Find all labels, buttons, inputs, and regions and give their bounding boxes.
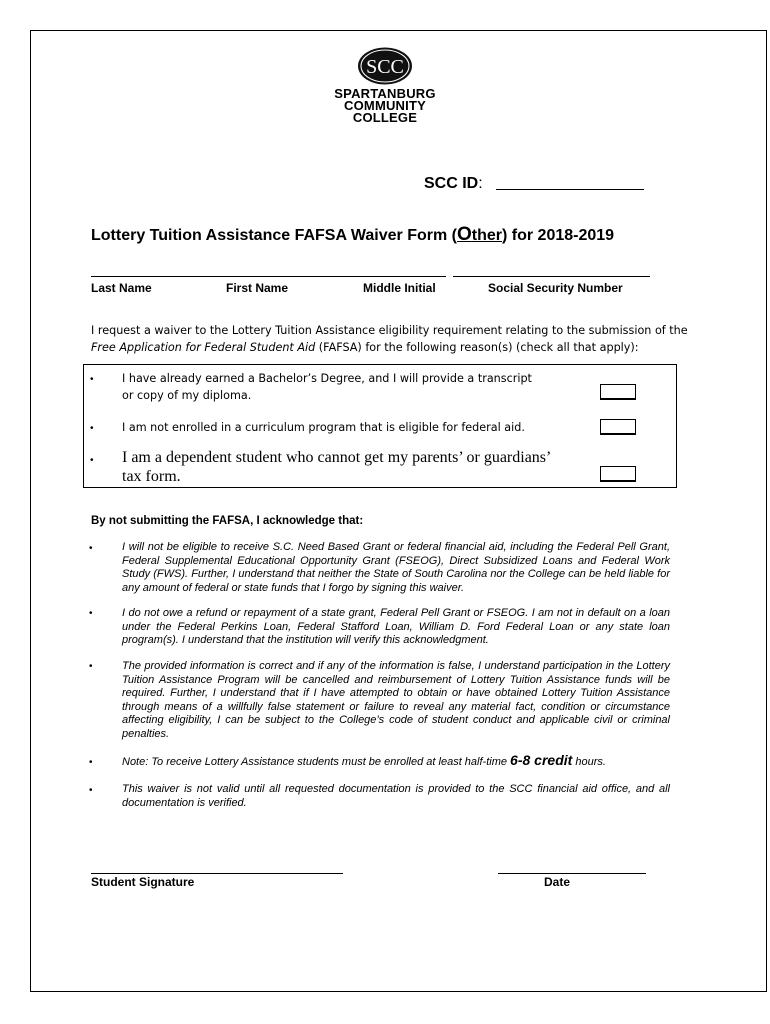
ack-bullet: •	[89, 543, 93, 554]
last-name-label: Last Name	[91, 281, 152, 295]
reason-bullet: •	[90, 374, 94, 385]
date-label: Date	[544, 875, 571, 889]
scc-logo	[320, 46, 450, 124]
svg-text:SCC: SCC	[366, 56, 404, 78]
scc-id-label: SCC ID:	[424, 175, 483, 192]
ack-bullet: •	[89, 608, 93, 619]
ack-item-financial-aid: I will not be eligible to receive S.C. Need Based Grant or federal financial aid, including the Federal Pell Grant, Federal Supplemental Educational Opportunity Grant (FSEOG), Direct Subsidized Loans and Federal Work Study (FWS). Further, I understand that neither the State of South Carolina nor the College can be held liable for any amount of federal or state funds that I forgo by signing this waiver.	[122, 541, 670, 594]
checkbox-not-enrolled[interactable]	[600, 419, 636, 435]
student-signature-field[interactable]	[91, 873, 343, 874]
name-field[interactable]	[91, 276, 446, 277]
reason-bullet: •	[90, 423, 94, 434]
ack-item-no-default: I do not owe a refund or repayment of a state grant, Federal Pell Grant or FSEOG. I am not in default on a loan under the Federal Perkins Loan, Federal Stafford Loan, William D. Ford Federal Loan or any state loan program(s). I understand that the institution will verify this acknowledgment.	[122, 607, 670, 646]
acknowledgment-heading: By not submitting the FAFSA, I acknowledge that:	[91, 515, 364, 527]
student-signature-label: Student Signature	[91, 875, 195, 889]
ack-bullet: •	[89, 757, 93, 768]
checkbox-dependent-student[interactable]	[600, 466, 636, 482]
scc-id-field[interactable]	[496, 189, 644, 190]
middle-initial-label: Middle Initial	[363, 281, 436, 295]
logo-wordmark: SPARTANBURG COMMUNITY COLLEGE	[334, 86, 436, 125]
ack-item-documentation: This waiver is not valid until all requested documentation is provided to the SCC financial aid office, and all documentation is verified.	[122, 783, 670, 809]
reason-bullet: •	[90, 455, 94, 466]
reason-dependent-student: I am a dependent student who cannot get my parents’ or guardians’ tax form.	[122, 449, 552, 485]
ack-bullet: •	[89, 661, 93, 672]
ack-item-enrollment-note: Note: To receive Lottery Assistance students must be enrolled at least half-time 6-8 credit hours.	[122, 752, 606, 768]
ssn-label: Social Security Number	[488, 281, 623, 295]
reason-not-enrolled: I am not enrolled in a curriculum program that is eligible for federal aid.	[122, 421, 525, 434]
ack-bullet: •	[89, 785, 93, 796]
ssn-field[interactable]	[453, 276, 650, 277]
scc-monogram-icon	[356, 46, 414, 86]
checkbox-bachelors-degree[interactable]	[600, 384, 636, 400]
reason-bachelors-degree: I have already earned a Bachelor’s Degree, and I will provide a transcript or copy of my diploma.	[122, 372, 532, 402]
first-name-label: First Name	[226, 281, 289, 295]
page-border	[30, 30, 767, 992]
form-title: Lottery Tuition Assistance FAFSA Waiver Form (Other) for 2018-2019	[91, 224, 615, 245]
ack-item-information-correct: The provided information is correct and if any of the information is false, I understand participation in the Lottery Tuition Assistance Program will be cancelled and reimbursement of Lottery Tuition Assistance funds will be required. Further, I understand that if I have attempted to obtain or have obtained Lottery Tuition Assistance through means of a willfully false statement or failure to reveal any material fact, condition or circumstance affecting eligibility, I can be subject to the College’s code of student conduct and applicable civil or criminal penalties.	[122, 660, 670, 740]
waiver-request-text: I request a waiver to the Lottery Tuition Assistance eligibility requirement relating to the submission of the Free Application for Federal Student Aid (FAFSA) for the following reason(s) (check all that apply):	[91, 324, 688, 354]
date-field[interactable]	[498, 873, 646, 874]
